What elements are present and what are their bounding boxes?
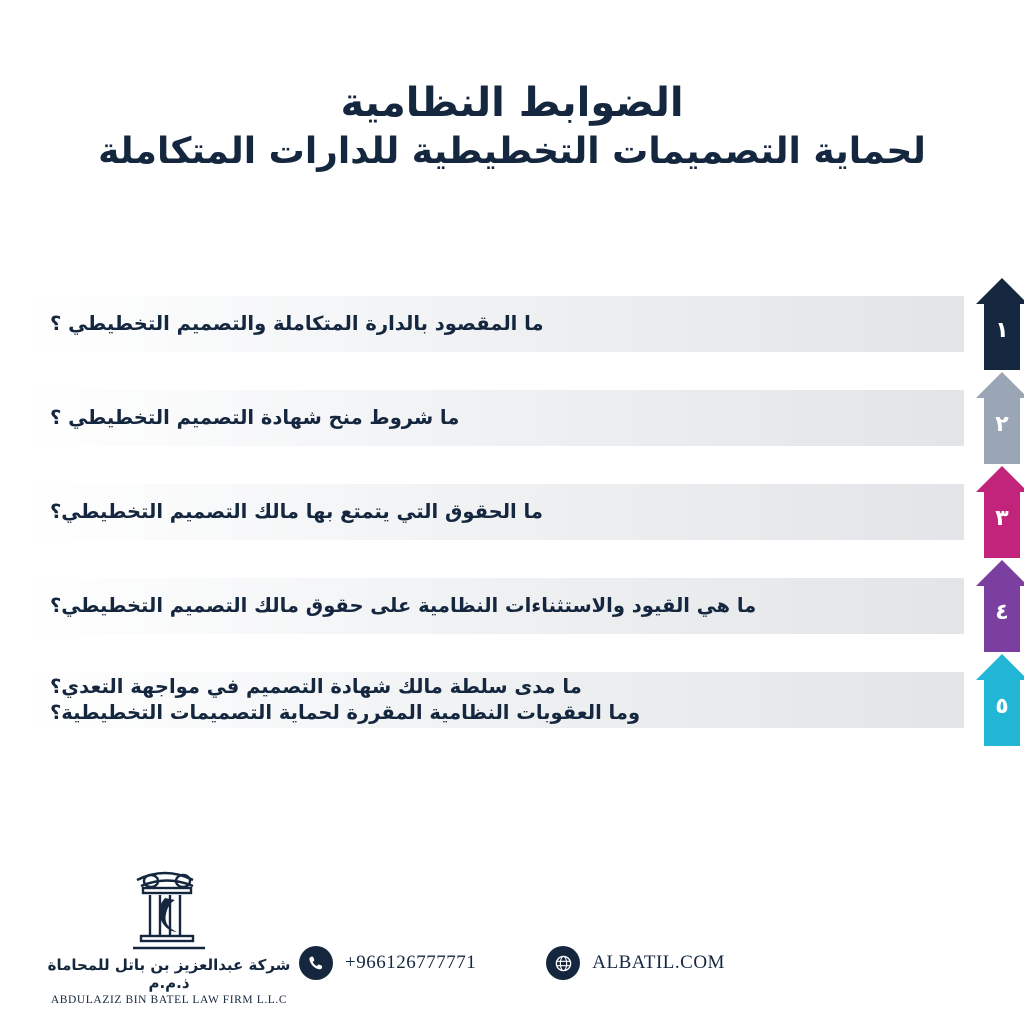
website-contact[interactable] [546,946,725,980]
question-number: ٤ [995,600,1009,625]
question-text [40,570,954,642]
question-text [40,288,954,360]
globe-icon [546,946,580,980]
question-number-marker [974,370,1024,466]
question-number-marker [974,652,1024,748]
question-number: ١ [995,318,1009,343]
question-row [0,476,1024,548]
logo-arabic-name: شركة عبدالعزيز بن باتل للمحاماة ذ.م.م [47,956,291,992]
question-number-marker [974,464,1024,560]
question-row [0,570,1024,642]
question-text-line: ما الحقوق التي يتمتع بها مالك التصميم التخطيطي؟ [50,499,543,523]
question-text-line: وما العقوبات النظامية المقررة لحماية التصميمات التخطيطية؟ [50,701,641,724]
website-text: ALBATIL.COM [592,952,725,973]
question-number-marker [974,558,1024,654]
logo-english-name: ABDULAZIZ BIN BATEL LAW FIRM L.L.C [50,994,288,1006]
question-text [40,382,954,454]
question-text [40,476,954,548]
question-text-line: ما هي القيود والاستثناءات النظامية على حقوق مالك التصميم التخطيطي؟ [50,593,757,617]
question-row [0,382,1024,454]
contact-row [0,946,1024,980]
question-list [0,288,1024,758]
page-title [0,78,1024,175]
phone-contact[interactable] [299,946,476,980]
question-text-line: ما شروط منح شهادة التصميم التخطيطي ؟ [50,405,460,429]
question-text-line: ما مدى سلطة مالك شهادة التصميم في مواجهة التعدي؟ [50,674,582,698]
question-number: ٢ [995,412,1009,437]
title-line-1: الضوابط النظامية [340,80,684,126]
question-text [40,664,954,736]
column-logo-icon [113,864,225,950]
question-row [0,288,1024,360]
question-number-marker [974,276,1024,372]
question-text-line: ما المقصود بالدارة المتكاملة والتصميم التخطيطي ؟ [50,311,544,335]
question-number: ٣ [995,506,1009,531]
title-line-2: لحماية التصميمات التخطيطية للدارات المتكاملة [98,131,926,173]
phone-text: +966126777771 [345,952,477,973]
question-row [0,664,1024,736]
footer [0,834,1024,1024]
phone-icon [299,946,333,980]
question-number: ٥ [995,694,1009,719]
company-logo [34,864,304,1006]
